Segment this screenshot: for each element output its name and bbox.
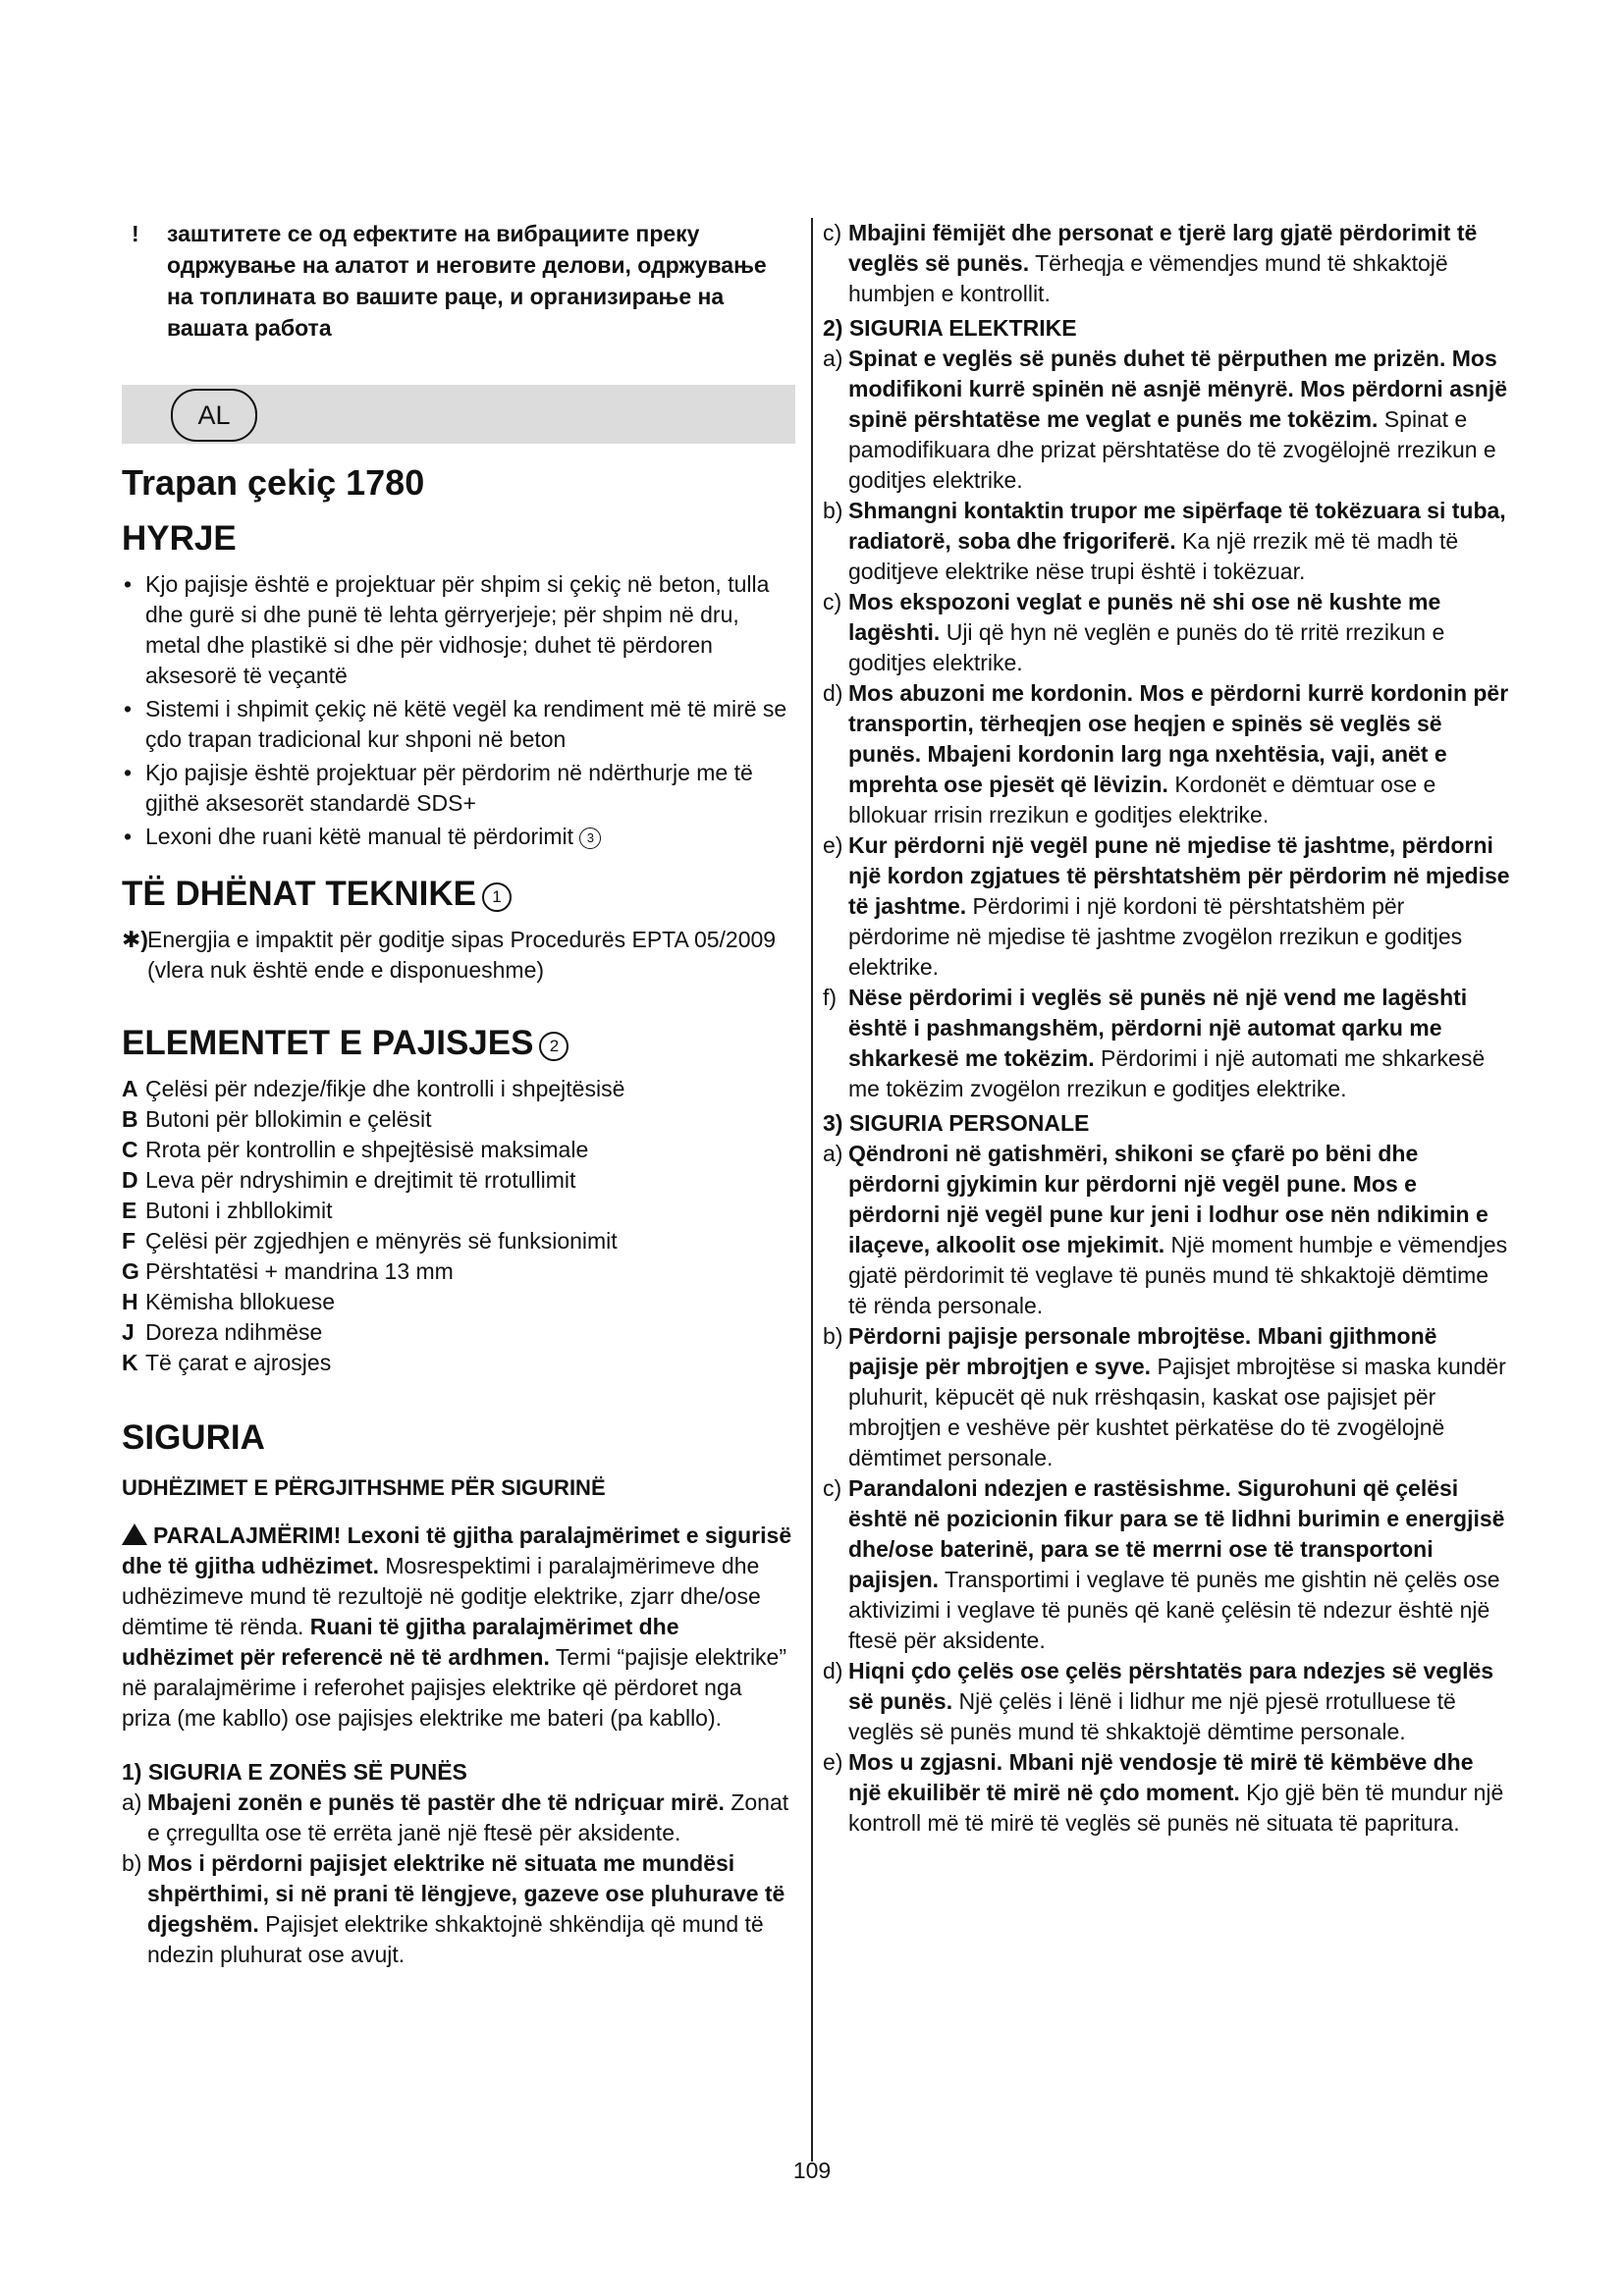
item-letter: f) [823, 985, 838, 1010]
item-bold: Nëse përdorimi i veglës së punës në një vend me lagështi është i pashmangshëm, përdorni një automat qarku me shkarkesë me tokëzim. [848, 985, 1468, 1071]
asterisk-marker: ✱) [122, 927, 148, 952]
item-bold: Spinat e veglës së punës duhet të përputhen me prizën. Mos modifikoni kurrë spinën në asnjë mënyrë. Mos përdorni asnjë spinë përshtatëse me veglat e punës me tokëzim. [848, 346, 1508, 432]
list-item [823, 1747, 1510, 1839]
item-bold: Kur përdorni një vegël pune në mjedise të jashtme, përdorni një kordon zgjatues të përshtatshëm për përdorim në mjedise të jashtme. [848, 832, 1510, 919]
item-body: Një moment humbje e vëmendjes gjatë përdorimit të veglave të punës mund të shkaktojë dëmtime të rënda personale. [848, 1232, 1508, 1318]
product-title: Trapan çekiç 1780 [122, 462, 425, 503]
list-item [823, 1139, 1510, 1321]
item-text: Të çarat e ajrosjes [145, 1350, 332, 1375]
list-item [122, 1226, 795, 1256]
intro-list [122, 569, 795, 852]
item-letter: a) [122, 1789, 142, 1815]
item-bold: Mos abuzoni me kordonin. Mos e përdorni kurrë kordonin për transportin, tërheqjen ose heqjen e spinës së veglës së punës. Mbajeni kordonin larg nga nxehtësia, vaji, anët e mprehta ose pjesët që lëvizin. [848, 680, 1509, 797]
item-text: Çelësi për zgjedhjen e mënyrës së funksionimit [145, 1228, 618, 1254]
language-band [122, 385, 795, 444]
item-body: Përdorimi i një kordoni të përshtatshëm për përdorime në mjedise të jashtme zvogëlon rrezikun e goditjes elektrike. [848, 893, 1463, 980]
item-text: Doreza ndihmëse [145, 1319, 323, 1345]
item-letter: a) [823, 346, 843, 371]
tech-data-heading [122, 874, 795, 915]
warning-text-1: Mosrespektimi i paralajmërimeve dhe udhëzimeve mund të rezultojë në goditje elektrike, zjarr dhe/ose dëmtime të rënda. [122, 1553, 761, 1639]
item-body: Një çelës i lënë i lidhur me një pjesë rrotulluese të veglës së punës mund të shkaktojë dëmtime personale. [848, 1688, 1456, 1744]
item-letter: b) [122, 1850, 142, 1876]
list-item [823, 1656, 1510, 1747]
personal-safety-heading: 3) SIGURIA PERSONALE [823, 1110, 1090, 1136]
item-text [848, 830, 1510, 983]
tech-footnote-text: Energjia e impaktit për goditje sipas Procedurës EPTA 05/2009 (vlera nuk është ende e disponueshme) [147, 927, 777, 983]
item-letter: e) [823, 1749, 843, 1775]
exclamation-bullet: ! [132, 221, 139, 246]
list-item [122, 1256, 795, 1287]
page-number: 109 [792, 2158, 832, 2183]
item-body: Pajisjet elektrike shkaktojnë shkëndija që mund të ndezin pluhurat ose avujt. [147, 1911, 764, 1967]
list-item-text: Lexoni dhe ruani këtë manual të përdorimit [145, 824, 573, 849]
list-item [122, 1348, 795, 1378]
item-text [848, 344, 1510, 496]
item-text [848, 1321, 1510, 1473]
item-text [848, 983, 1510, 1104]
list-item [823, 344, 1510, 496]
warning-triangle-icon [122, 1523, 147, 1545]
list-item [122, 1788, 795, 1848]
item-letter: c) [823, 220, 842, 245]
item-text [848, 1473, 1510, 1656]
item-text [848, 1139, 1510, 1321]
macedonian-note-text: заштитете се од ефектите на вибрациите преку одржување на алатот и неговите делови, одржување на топлината во вашите раце, и организирање на вашата работа [167, 221, 767, 341]
warning-bold-1: PARALAJMËRIM! Lexoni të gjitha paralajmërimet e sigurisë dhe të gjitha udhëzimet. [122, 1522, 792, 1578]
tech-data-heading-text: TË DHËNAT TEKNIKE [122, 875, 477, 913]
intro-heading: HYRJE [122, 519, 237, 558]
list-item [823, 496, 1510, 587]
item-text: Butoni i zhbllokimit [145, 1198, 333, 1223]
figure-ref-3: 3 [579, 828, 601, 849]
item-text [848, 587, 1510, 678]
item-body: Kordonët e dëmtuar ose e bllokuar rrisin rrezikun e goditjes elektrike. [848, 772, 1436, 828]
list-item [823, 218, 1510, 309]
item-letter: A [122, 1076, 138, 1101]
column-divider [811, 218, 813, 2162]
item-letter: D [122, 1167, 138, 1193]
item-text [147, 1848, 795, 1970]
item-bold: Përdorni pajisje personale mbrojtëse. Mbani gjithmonë pajisje për mbrojtjen e syve. [848, 1323, 1437, 1379]
tech-footnote [122, 925, 795, 986]
item-body: Kjo gjë bën të mundur një kontroll më të mirë të veglës së punës në situata të papritura. [848, 1780, 1504, 1836]
macedonian-note [122, 218, 795, 344]
list-item [823, 830, 1510, 983]
item-text [848, 678, 1510, 830]
item-letter: J [122, 1319, 135, 1345]
list-item [122, 1317, 795, 1348]
item-body: Përdorimi i një automati me shkarkesë me tokëzim zvogëlon rrezikun e goditjes elektrike. [848, 1045, 1486, 1101]
item-bold: Shmangni kontaktin trupor me sipërfaqe të tokëzuara si tuba, radiatorë, soba dhe frigoriferë. [848, 498, 1506, 554]
left-column [122, 218, 795, 1970]
elements-heading [122, 1023, 795, 1064]
list-item [823, 1473, 1510, 1656]
list-item [122, 1135, 795, 1165]
item-body: Zonat e çrregullta ose të errëta janë një ftesë për aksidente. [147, 1789, 789, 1845]
item-text: Përshtatësi + mandrina 13 mm [145, 1258, 454, 1284]
item-letter: F [122, 1228, 136, 1254]
list-item: • Kjo pajisje është e projektuar për shpim si çekiç në beton, tulla dhe gurë si dhe punë të lehta gërryerjeje; për shpim në dru, metal dhe plastikë si dhe për vidhosje; duhet të përdoren aksesorë të veçantë [122, 569, 795, 691]
figure-ref-2: 2 [539, 1032, 568, 1061]
item-text: Leva për ndryshimin e drejtimit të rrotullimit [145, 1167, 576, 1193]
item-letter: H [122, 1289, 138, 1314]
list-item [122, 1196, 795, 1226]
figure-ref-1: 1 [482, 882, 512, 912]
item-body: Transportimi i veglave të punës me gishtin në çelës ose aktivizimi i veglave të punës që kanë çelësin të ndezur është një ftesë për aksidente. [848, 1567, 1500, 1653]
warning-text-2: Termi “pajisje elektrike” në paralajmërime i referohet pajisjes elektrike që përdoret nga priza (me kabllo) ose pajisjes elektrike me bateri (pa kabllo). [122, 1644, 786, 1731]
item-bold: Mos i përdorni pajisjet elektrike në situata me mundësi shpërthimi, si në prani të lëngjeve, gazeve ose pluhurave të djegshëm. [147, 1850, 785, 1937]
list-item: • Kjo pajisje është projektuar për përdorim në ndërthurje me të gjithë aksesorët standardë SDS+ [122, 758, 795, 819]
list-item [122, 1074, 795, 1104]
item-text [848, 1747, 1510, 1839]
item-body: Ka një rrezik më të madh të goditjeve elektrike nëse trupi është i tokëzuar. [848, 528, 1459, 584]
item-letter: G [122, 1258, 139, 1284]
item-letter: d) [823, 1658, 843, 1683]
item-text [848, 496, 1510, 587]
list-item [122, 1104, 795, 1135]
list-item [122, 1848, 795, 1970]
item-bold: Mbajeni zonën e punës të pastër dhe të ndriçuar mirë. [147, 1789, 725, 1815]
list-item [823, 587, 1510, 678]
item-letter: K [122, 1350, 138, 1375]
item-letter: C [122, 1137, 138, 1162]
right-column [823, 218, 1510, 1839]
item-bold: Mos u zgjasni. Mbani një vendosje të mirë të këmbëve dhe një ekuilibër të mirë në çdo moment. [848, 1749, 1474, 1805]
item-letter: b) [823, 498, 843, 523]
elements-list [122, 1074, 795, 1378]
item-letter: e) [823, 832, 843, 858]
item-text: Rrota për kontrollin e shpejtësisë maksimale [145, 1137, 589, 1162]
item-letter: c) [823, 589, 842, 614]
item-letter: c) [823, 1475, 842, 1501]
elements-heading-text: ELEMENTET E PAJISJES [122, 1024, 534, 1062]
item-text [147, 1788, 795, 1848]
item-bold: Parandaloni ndezjen e rastësishme. Sigurohuni që çelësi është në pozicionin fikur para se të lidhni burimin e energjisë dhe/ose baterinë, para se të merrni ose të transportoni pajisjen. [848, 1475, 1505, 1592]
item-body: Uji që hyn në veglën e punës do të rritë rrezikun e goditjes elektrike. [848, 619, 1445, 675]
item-body: Spinat e pamodifikuara dhe prizat përshtatëse do të zvogëlojnë rrezikun e goditjes elektrike. [848, 406, 1496, 493]
language-badge: AL [171, 389, 257, 442]
item-text [848, 1656, 1510, 1747]
item-bold: Mos ekspozoni veglat e punës në shi ose në kushte me lagështi. [848, 589, 1441, 645]
item-text: Butoni për bllokimin e çelësit [145, 1106, 432, 1132]
item-text: Çelësi për ndezje/fikje dhe kontrolli i shpejtësisë [145, 1076, 625, 1101]
item-body: Pajisjet mbrojtëse si maska kundër pluhurit, këpucët që nuk rrëshqasin, kaskat ose pajisjet për mbrojtjen e veshëve për kushtet përkatëse do të zvogëlojnë dëmtimet personale. [848, 1354, 1506, 1470]
item-text: Këmisha bllokuese [145, 1289, 336, 1314]
item-letter: a) [823, 1141, 843, 1166]
item-letter: b) [823, 1323, 843, 1349]
warning-bold-2: Ruani të gjitha paralajmërimet dhe udhëzimet për referencë në të ardhmen. [122, 1614, 679, 1670]
item-letter: d) [823, 680, 843, 706]
list-item [823, 1321, 1510, 1473]
list-item [823, 983, 1510, 1104]
list-item [823, 678, 1510, 830]
list-item [122, 1165, 795, 1196]
item-bold: Mbajini fëmijët dhe personat e tjerë larg gjatë përdorimit të veglës së punës. [848, 220, 1478, 276]
list-item [122, 822, 795, 852]
item-bold: Qëndroni në gatishmëri, shikoni se çfarë po bëni dhe përdorni gjykimin kur përdorni një vegël pune. Mos e përdorni një vegël pune kur jeni i lodhur ose nën ndikimin e ilaçeve, alkoolit ose mjekimit. [848, 1141, 1489, 1257]
list-item [122, 1287, 795, 1317]
list-item: • Sistemi i shpimit çekiç në këtë vegël ka rendiment më të mirë se çdo trapan tradicional kur shponi në beton [122, 694, 795, 755]
general-warning [122, 1521, 795, 1734]
work-area-heading: 1) SIGURIA E ZONËS SË PUNËS [122, 1759, 467, 1785]
general-safety-subheading: UDHËZIMET E PËRGJITHSHME PËR SIGURINË [122, 1475, 606, 1500]
item-letter: B [122, 1106, 138, 1132]
safety-heading: SIGURIA [122, 1418, 265, 1457]
item-text [848, 218, 1510, 309]
item-bold: Hiqni çdo çelës ose çelës përshtatës para ndezjes së veglës së punës. [848, 1658, 1494, 1714]
electrical-safety-heading: 2) SIGURIA ELEKTRIKE [823, 315, 1077, 341]
item-letter: E [122, 1198, 137, 1223]
item-body: Tërheqja e vëmendjes mund të shkaktojë humbjen e kontrollit. [848, 250, 1448, 306]
